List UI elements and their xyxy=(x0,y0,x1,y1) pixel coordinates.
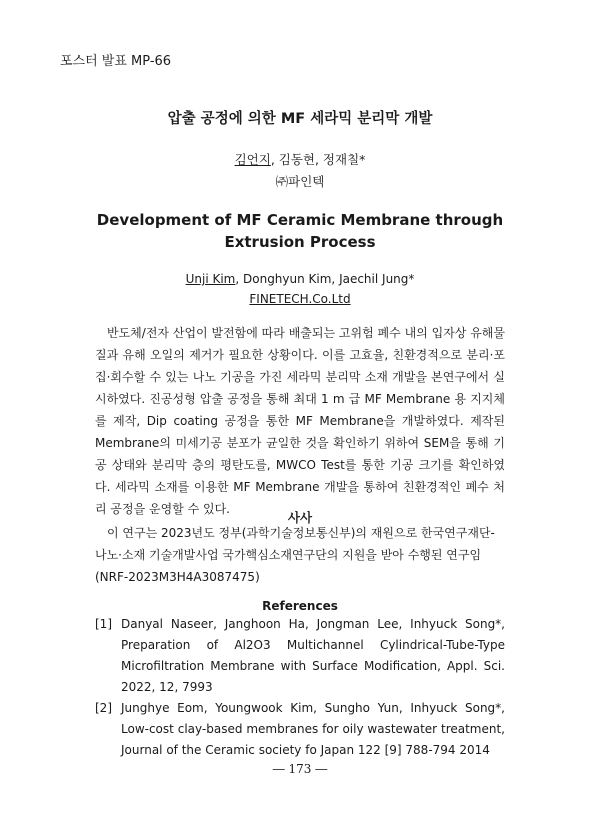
reference-text: Danyal Naseer, Janghoon Ha, Jongman Lee, Inhyuck Song*, Preparation of Al2O3 Multichannel Cylindrical-Tube-Type Microfiltration Membrane with Surface Modification, Appl. Sci. 2022, 12, 7993 xyxy=(121,617,505,694)
presenting-author-english: Unji Kim xyxy=(185,272,236,286)
page-number: ― 173 ― xyxy=(272,762,328,776)
reference-item xyxy=(95,614,505,698)
references-list xyxy=(95,614,505,761)
acknowledgment-heading: 사사 xyxy=(287,510,313,525)
references-heading: References xyxy=(262,599,338,613)
poster-label: 포스터 발표 MP-66 xyxy=(60,54,172,69)
coauthors-english: , Donghyun Kim, Jaechil Jung* xyxy=(235,272,415,286)
reference-text: Junghye Eom, Youngwook Kim, Sungho Yun, Inhyuck Song*, Low-cost clay-based membranes for oily wastewater treatment, Journal of the Ceramic society fo Japan 122 [9] 788-794 2014 xyxy=(121,701,505,757)
reference-number: [2] xyxy=(95,701,112,715)
abstract-body: 반도체/전자 산업이 발전함에 따라 배출되는 고위험 폐수 내의 입자상 유해물질과 유해 오일의 제거가 필요한 상황이다. 이를 고효율, 친환경적으로 분리·포집·회수할 수 있는 나노 기공을 가진 세라믹 분리막 소재 개발을 본연구에서 실시하였다. 진공성형 압출 공정을 통해 최대 1 m 급 MF Membrane 용 지지체를 제작, Dip coating 공정을 통한 MF Membrane을 개발하였다. 제작된 Membrane의 미세기공 분포가 균일한 것을 확인하기 위하여 SEM을 통해 기공 상태와 분리막 층의 평탄도를, MWCO Test를 통한 기공 크기를 확인하였다. 세라믹 소재를 이용한 MF Membrane 개발을 통하여 친환경적인 폐수 처리 공정을 운영할 수 있다. xyxy=(95,326,505,516)
affiliation-english: FINETECH.Co.Ltd xyxy=(249,292,351,306)
reference-item xyxy=(95,698,505,761)
coauthors-korean: , 김동현, 정재칠* xyxy=(270,152,366,167)
title-english: Development of MF Ceramic Membrane through Extrusion Process xyxy=(96,211,504,251)
acknowledgment-body: 이 연구는 2023년도 정부(과학기술정보통신부)의 재원으로 한국연구재단-나노·소재 기술개발사업 국가핵심소재연구단의 지원을 받아 수행된 연구임 (NRF-2023M3H4A3087475) xyxy=(95,526,495,584)
title-korean: 압출 공정에 의한 MF 세라믹 분리막 개발 xyxy=(167,111,433,127)
affiliation-korean: ㈜파인텍 xyxy=(275,174,325,189)
authors-korean xyxy=(0,150,600,168)
reference-number: [1] xyxy=(95,617,112,631)
authors-english xyxy=(0,272,600,286)
presenting-author-korean: 김언지 xyxy=(234,152,271,167)
